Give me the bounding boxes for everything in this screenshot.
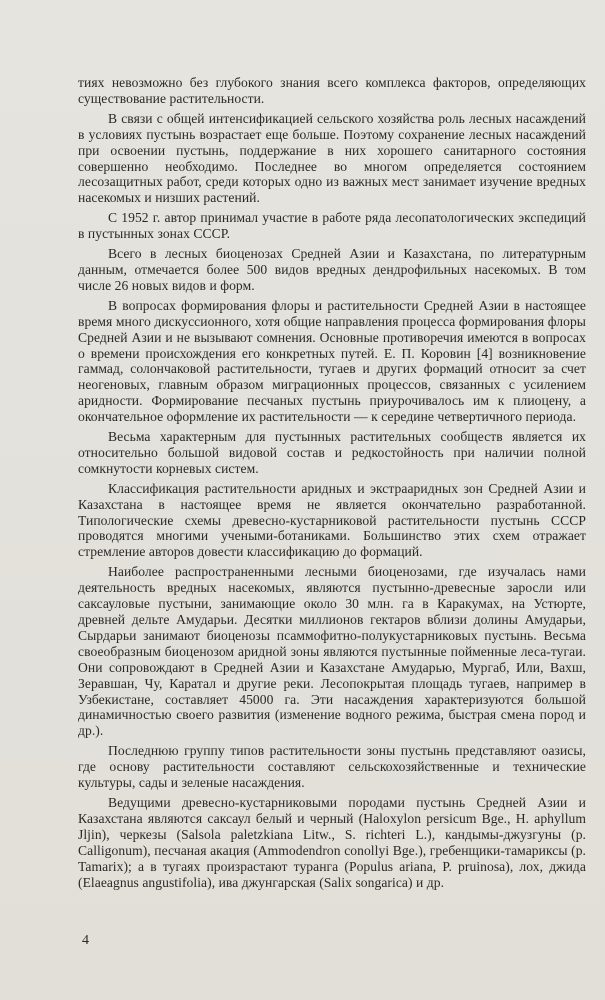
paragraph: тиях невозможно без глубокого знания всего комплекса факторов, определяющих существование растительности. [78,75,586,106]
paragraph: Ведущими древесно-кустарниковыми породами пустынь Средней Азии и Казахстана являются саксаул белый и черный (Haloxylon persicum Bge., H. aphyllum Jljin), черкезы (Salsola paletzkiana Litw., S. richteri L.), кандымы-джузгуны (р. Calligonum), песчаная акация (Ammodendron conollyi Bge.), гребенщики-тамариксы (р. Tamarix); а в тугаях произрастают туранга (Populus ariana, P. pruinosa), лох, джида (Elaeagnus angustifolia), ива джунгарская (Salix songarica) и др. [78,794,586,890]
paragraph: Классификация растительности аридных и экстрааридных зон Средней Азии и Казахстана в настоящее время не является окончательно разработанной. Типологические схемы древесно-кустарниковой растительности пустынь СССР проводятся многими учеными-ботаниками. Большинство этих схем отражает стремление авторов довести классификацию до формаций. [78,480,586,560]
paragraph: В связи с общей интенсификацией сельского хозяйства роль лесных насаждений в условиях пустынь возрастает еще больше. Поэтому сохранение лесных насаждений при освоении пустынь, поддержание в них хорошего санитарного состояния совершенно необходимо. Последнее во многом определяется состоянием лесозащитных работ, среди которых одно из важных мест занимает изучение вредных насекомых и низших растений. [78,110,586,206]
paragraph: Последнюю группу типов растительности зоны пустынь представляют оазисы, где основу растительности составляют сельскохозяйственные и технические культуры, сады и зеленые насаждения. [78,743,586,791]
paragraph: С 1952 г. автор принимал участие в работе ряда лесопатологических экспедиций в пустынных зонах СССР. [78,210,586,242]
paragraph: Весьма характерным для пустынных растительных сообществ является их относительно большой видовой состав и редкостойность при наличии полной сомкнутости корневых систем. [78,429,586,476]
paragraph: Всего в лесных биоценозах Средней Азии и Казахстана, по литературным данным, отмечается более 500 видов вредных дендрофильных насекомых. В том числе 26 новых видов и форм. [78,246,586,293]
page-number: 4 [82,933,89,948]
paragraph: Наиболее распространенными лесными биоценозами, где изучалась нами деятельность вредных насекомых, являются пустынно-древесные заросли или саксауловые пустыни, занимающие около 30 млн. га в Каракумах, на Устюрте, древней дельте Амударьи. Десятки миллионов гектаров вблизи долины Амударьи, Сырдарьи занимают биоценозы псаммофитно-полукустарниковых пустынь. Весьма своеобразным биоценозом аридной зоны являются пустынные пойменные леса-тугаи. Они сопровождают в Средней Азии и Казахстане Амударью, Мургаб, Или, Вахш, Зеравшан, Чу, Каратал и другие реки. Лесопокрытая площадь тугаев, например в Узбекистане, составляет 45000 га. Эти насаждения характеризуются большой динамичностью своего развития (изменение водного режима, быстрая смена пород и др.). [78,564,586,739]
body-text [78,75,586,894]
paragraph: В вопросах формирования флоры и растительности Средней Азии в настоящее время много дискуссионного, хотя общие направления процесса формирования флоры Средней Азии и не вызывают сомнения. Основные противоречия имеются в вопросах о времени происхождения его конкретных путей. Е. П. Коровин [4] возникновение гаммад, солончаковой растительности, тугаев и других формаций относит за счет неогеновых, главным образом миграционных процессов, связанных с усилением аридности. Формирование песчаных пустынь приурочивалось им к плиоцену, а окончательное оформление их растительности — к середине четвертичного периода. [78,297,586,425]
